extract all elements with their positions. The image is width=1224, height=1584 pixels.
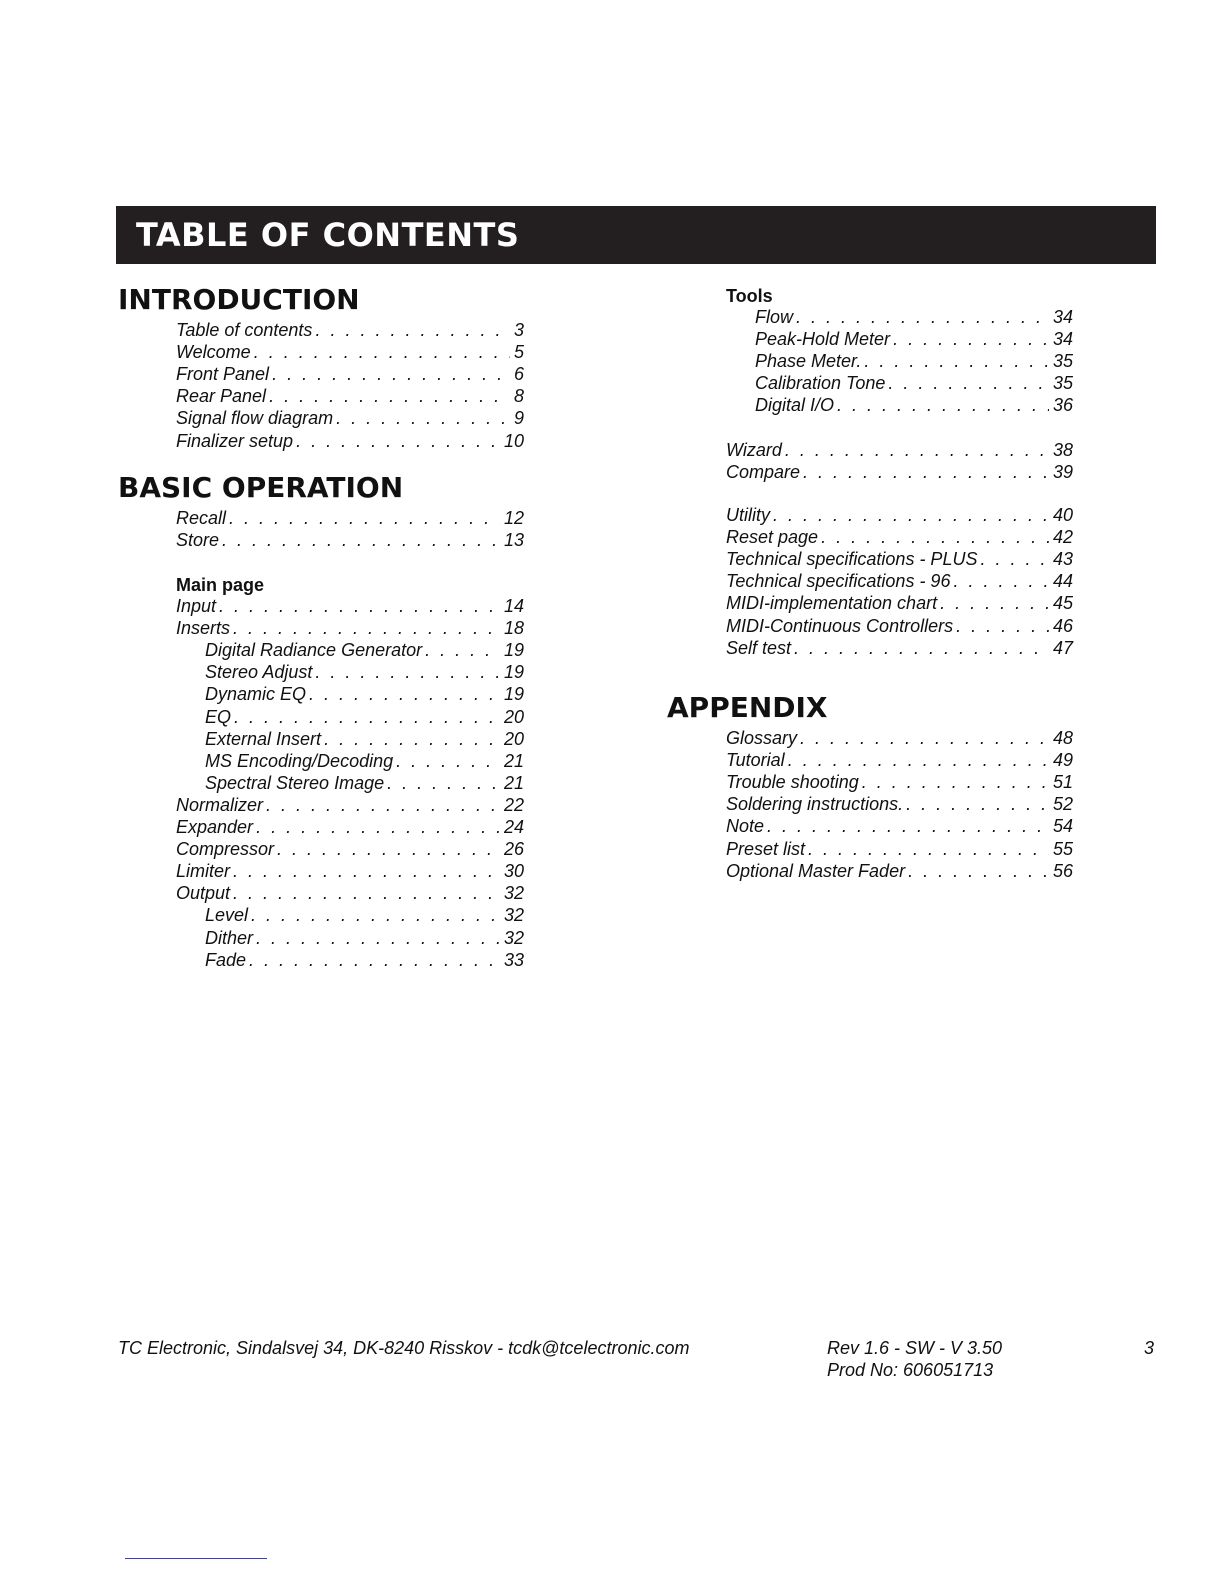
dot-leader xyxy=(306,683,500,705)
toc-entry-page: 3 xyxy=(513,320,524,340)
toc-entry[interactable] xyxy=(205,772,524,794)
dot-leader xyxy=(312,319,510,341)
dot-leader xyxy=(782,439,1049,461)
toc-entry[interactable] xyxy=(726,592,1073,614)
toc-entry-page: 51 xyxy=(1052,772,1073,793)
toc-entry[interactable] xyxy=(755,350,1073,372)
dot-leader xyxy=(219,529,500,551)
footer-revision: Rev 1.6 - SW - V 3.50 xyxy=(827,1338,1003,1358)
toc-entry-label: Phase Meter. xyxy=(755,351,862,372)
toc-entry-label: Optional Master Fader xyxy=(726,860,906,881)
toc-entry[interactable] xyxy=(755,394,1073,416)
link-underline xyxy=(125,1558,267,1559)
toc-entry-label: Stereo Adjust xyxy=(205,662,313,683)
toc-entry-page: 35 xyxy=(1052,351,1073,372)
toc-entry-page: 10 xyxy=(503,430,524,451)
toc-entry-page: 52 xyxy=(1052,794,1073,815)
dot-leader xyxy=(312,661,500,683)
toc-entry-label: Preset list xyxy=(726,838,806,859)
dot-leader xyxy=(393,750,500,772)
footer-address: TC Electronic, Sindalsvej 34, DK-8240 Risskov - tcdk@tcelectronic.com xyxy=(118,1338,690,1358)
dot-leader xyxy=(230,882,500,904)
toc-entry[interactable] xyxy=(726,815,1073,837)
toc-entry-label: Reset page xyxy=(726,527,819,548)
toc-entry[interactable] xyxy=(176,882,524,904)
toc-entry[interactable] xyxy=(726,548,1073,570)
toc-entry[interactable] xyxy=(726,771,1073,793)
toc-entry-label: Glossary xyxy=(726,728,798,748)
toc-entry[interactable] xyxy=(176,794,524,816)
toc-entry[interactable] xyxy=(755,306,1073,328)
dot-leader xyxy=(953,615,1049,637)
footer-prod-no: Prod No: 606051713 xyxy=(827,1360,994,1380)
dot-leader xyxy=(230,860,500,882)
toc-entry-label: Wizard xyxy=(726,440,782,460)
toc-entry-label: EQ xyxy=(205,706,232,727)
toc-entry-label: Front Panel xyxy=(176,364,270,385)
appendix-heading: APPENDIX xyxy=(667,691,828,724)
toc-entry[interactable] xyxy=(726,526,1073,548)
toc-entry-page: 34 xyxy=(1052,329,1073,350)
title-banner xyxy=(116,206,1156,264)
toc-entry-page: 5 xyxy=(513,342,524,363)
dot-leader xyxy=(266,385,510,407)
toc-entry-label: Fade xyxy=(205,949,247,970)
dot-leader xyxy=(248,904,500,926)
toc-entry[interactable] xyxy=(726,615,1073,637)
toc-entry-page: 55 xyxy=(1052,838,1073,859)
toc-entry[interactable] xyxy=(726,504,1073,526)
toc-entry-label: Spectral Stereo Image xyxy=(205,772,385,793)
dot-leader xyxy=(859,771,1049,793)
dot-leader xyxy=(230,617,500,639)
toc-entry-label: MS Encoding/Decoding xyxy=(205,750,394,771)
toc-entry-label: Welcome xyxy=(176,342,251,363)
toc-entry-page: 21 xyxy=(503,750,524,771)
toc-entry[interactable] xyxy=(205,683,524,705)
dot-leader xyxy=(903,793,1049,815)
dot-leader xyxy=(950,570,1049,592)
toc-entry-page: 19 xyxy=(503,662,524,683)
dot-leader xyxy=(834,394,1049,416)
dot-leader xyxy=(977,548,1049,570)
toc-entry-label: Technical specifications - PLUS xyxy=(726,549,978,570)
toc-entry-page: 9 xyxy=(513,408,524,429)
main-page-subheading: Main page xyxy=(176,575,265,595)
toc-entry-label: Normalizer xyxy=(176,794,264,815)
dot-leader xyxy=(885,372,1049,394)
introduction-heading: INTRODUCTION xyxy=(118,283,360,316)
toc-entry[interactable] xyxy=(176,341,524,363)
toc-entry-label: Peak-Hold Meter xyxy=(755,329,891,350)
dot-leader xyxy=(246,949,500,971)
toc-entry-label: Limiter xyxy=(176,861,231,882)
toc-entry[interactable] xyxy=(205,904,524,926)
toc-entry-page: 19 xyxy=(503,640,524,661)
dot-leader xyxy=(905,860,1049,882)
dot-leader xyxy=(253,927,500,949)
dot-leader xyxy=(797,727,1049,749)
toc-entry[interactable] xyxy=(726,749,1073,771)
toc-entry-page: 32 xyxy=(503,905,524,926)
toc-entry-label: Dither xyxy=(205,927,254,948)
toc-entry[interactable] xyxy=(205,639,524,661)
toc-entry[interactable] xyxy=(176,507,524,529)
tools-subheading: Tools xyxy=(726,286,773,306)
dot-leader xyxy=(770,504,1049,526)
toc-entry[interactable] xyxy=(176,407,524,429)
toc-entry-label: Flow xyxy=(755,307,794,327)
dot-leader xyxy=(384,772,500,794)
toc-entry-label: Finalizer setup xyxy=(176,430,294,451)
toc-entry[interactable] xyxy=(205,661,524,683)
toc-entry-label: External Insert xyxy=(205,728,322,749)
toc-entry[interactable] xyxy=(176,430,524,452)
dot-leader xyxy=(216,595,500,617)
toc-entry-label: Level xyxy=(205,905,249,926)
toc-entry[interactable] xyxy=(205,927,524,949)
toc-entry-label: MIDI-Continuous Controllers xyxy=(726,615,954,636)
toc-entry-page: 34 xyxy=(1052,307,1073,327)
dot-leader xyxy=(333,407,510,429)
toc-entry-label: Technical specifications - 96 xyxy=(726,571,951,592)
dot-leader xyxy=(818,526,1049,548)
toc-entry[interactable] xyxy=(726,727,1073,749)
dot-leader xyxy=(269,363,510,385)
toc-entry[interactable] xyxy=(726,838,1073,860)
toc-entry-label: Signal flow diagram xyxy=(176,408,334,429)
toc-entry[interactable] xyxy=(176,319,524,341)
toc-entry[interactable] xyxy=(176,816,524,838)
toc-entry-label: Input xyxy=(176,596,217,616)
dot-leader xyxy=(293,430,500,452)
toc-entry-page: 30 xyxy=(503,861,524,882)
dot-leader xyxy=(937,592,1049,614)
toc-entry-label: Store xyxy=(176,530,220,551)
toc-entry-label: MIDI-implementation chart xyxy=(726,593,938,614)
toc-entry-page: 39 xyxy=(1052,462,1073,483)
basic-operation-heading: BASIC OPERATION xyxy=(118,471,404,504)
toc-entry[interactable] xyxy=(755,328,1073,350)
toc-entry-page: 6 xyxy=(513,364,524,385)
toc-entry-page: 48 xyxy=(1052,728,1073,748)
toc-entry[interactable] xyxy=(726,793,1073,815)
toc-entry-label: Digital I/O xyxy=(755,395,835,416)
toc-entry-page: 33 xyxy=(503,949,524,970)
dot-leader xyxy=(793,306,1049,328)
toc-entry-label: Soldering instructions. xyxy=(726,794,904,815)
toc-entry-page: 14 xyxy=(503,596,524,616)
toc-entry[interactable] xyxy=(176,595,524,617)
toc-entry[interactable] xyxy=(205,706,524,728)
toc-entry-page: 43 xyxy=(1052,549,1073,570)
toc-entry-page: 46 xyxy=(1052,615,1073,636)
page-number: 3 xyxy=(1144,1338,1155,1358)
toc-entry[interactable] xyxy=(726,439,1073,461)
toc-entry[interactable] xyxy=(726,860,1073,882)
toc-entry-page: 18 xyxy=(503,618,524,639)
toc-entry-page: 24 xyxy=(503,817,524,837)
toc-entry-page: 32 xyxy=(503,927,524,948)
toc-entry-label: Tutorial xyxy=(726,750,785,771)
toc-entry[interactable] xyxy=(176,529,524,551)
dot-leader xyxy=(791,637,1049,659)
toc-entry[interactable] xyxy=(726,461,1073,483)
toc-entry[interactable] xyxy=(176,860,524,882)
toc-entry-page: 12 xyxy=(503,508,524,528)
toc-entry-label: Digital Radiance Generator xyxy=(205,640,423,661)
toc-entry-label: Self test xyxy=(726,637,792,658)
toc-entry-label: Output xyxy=(176,883,231,904)
toc-entry[interactable] xyxy=(755,372,1073,394)
dot-leader xyxy=(805,838,1049,860)
page-title: TABLE OF CONTENTS xyxy=(136,216,520,254)
toc-entry-label: Compare xyxy=(726,462,801,483)
toc-entry-label: Expander xyxy=(176,817,254,837)
toc-entry-page: 19 xyxy=(503,684,524,705)
toc-entry-page: 20 xyxy=(503,706,524,727)
toc-entry-page: 8 xyxy=(513,386,524,407)
toc-entry-page: 22 xyxy=(503,794,524,815)
toc-entry-page: 13 xyxy=(503,530,524,551)
toc-entry-label: Rear Panel xyxy=(176,386,267,407)
toc-entry[interactable] xyxy=(726,570,1073,592)
dot-leader xyxy=(764,815,1049,837)
toc-entry-page: 40 xyxy=(1052,505,1073,525)
toc-entry[interactable] xyxy=(176,617,524,639)
toc-entry-page: 21 xyxy=(503,772,524,793)
toc-entry-page: 49 xyxy=(1052,750,1073,771)
toc-entry-page: 47 xyxy=(1052,637,1073,658)
toc-entry-label: Note xyxy=(726,816,765,837)
dot-leader xyxy=(785,749,1049,771)
toc-entry-page: 35 xyxy=(1052,373,1073,394)
toc-entry[interactable] xyxy=(726,637,1073,659)
toc-entry-page: 45 xyxy=(1052,593,1073,614)
toc-entry-page: 42 xyxy=(1052,527,1073,548)
toc-entry-label: Calibration Tone xyxy=(755,373,886,394)
toc-entry-label: Utility xyxy=(726,505,770,525)
toc-entry[interactable] xyxy=(176,363,524,385)
toc-entry-page: 26 xyxy=(503,839,524,860)
toc-entry-page: 54 xyxy=(1052,816,1073,837)
toc-entry[interactable] xyxy=(176,385,524,407)
toc-entry-label: Table of contents xyxy=(176,320,313,340)
toc-entry[interactable] xyxy=(205,750,524,772)
dot-leader xyxy=(251,341,510,363)
dot-leader xyxy=(274,838,500,860)
dot-leader xyxy=(321,728,500,750)
toc-entry-label: Dynamic EQ xyxy=(205,684,307,705)
toc-entry-label: Inserts xyxy=(176,618,231,639)
dot-leader xyxy=(800,461,1049,483)
toc-entry[interactable] xyxy=(205,949,524,971)
dot-leader xyxy=(253,816,500,838)
dot-leader xyxy=(263,794,500,816)
toc-entry-page: 44 xyxy=(1052,571,1073,592)
toc-entry[interactable] xyxy=(205,728,524,750)
toc-entry-page: 38 xyxy=(1052,440,1073,460)
dot-leader xyxy=(231,706,500,728)
dot-leader xyxy=(861,350,1049,372)
toc-entry-label: Compressor xyxy=(176,839,275,860)
toc-entry[interactable] xyxy=(176,838,524,860)
toc-entry-page: 56 xyxy=(1052,860,1073,881)
dot-leader xyxy=(890,328,1049,350)
toc-entry-page: 20 xyxy=(503,728,524,749)
toc-entry-page: 36 xyxy=(1052,395,1073,416)
toc-entry-label: Recall xyxy=(176,508,227,528)
toc-entry-page: 32 xyxy=(503,883,524,904)
toc-entry-label: Trouble shooting xyxy=(726,772,859,793)
dot-leader xyxy=(422,639,500,661)
dot-leader xyxy=(226,507,500,529)
